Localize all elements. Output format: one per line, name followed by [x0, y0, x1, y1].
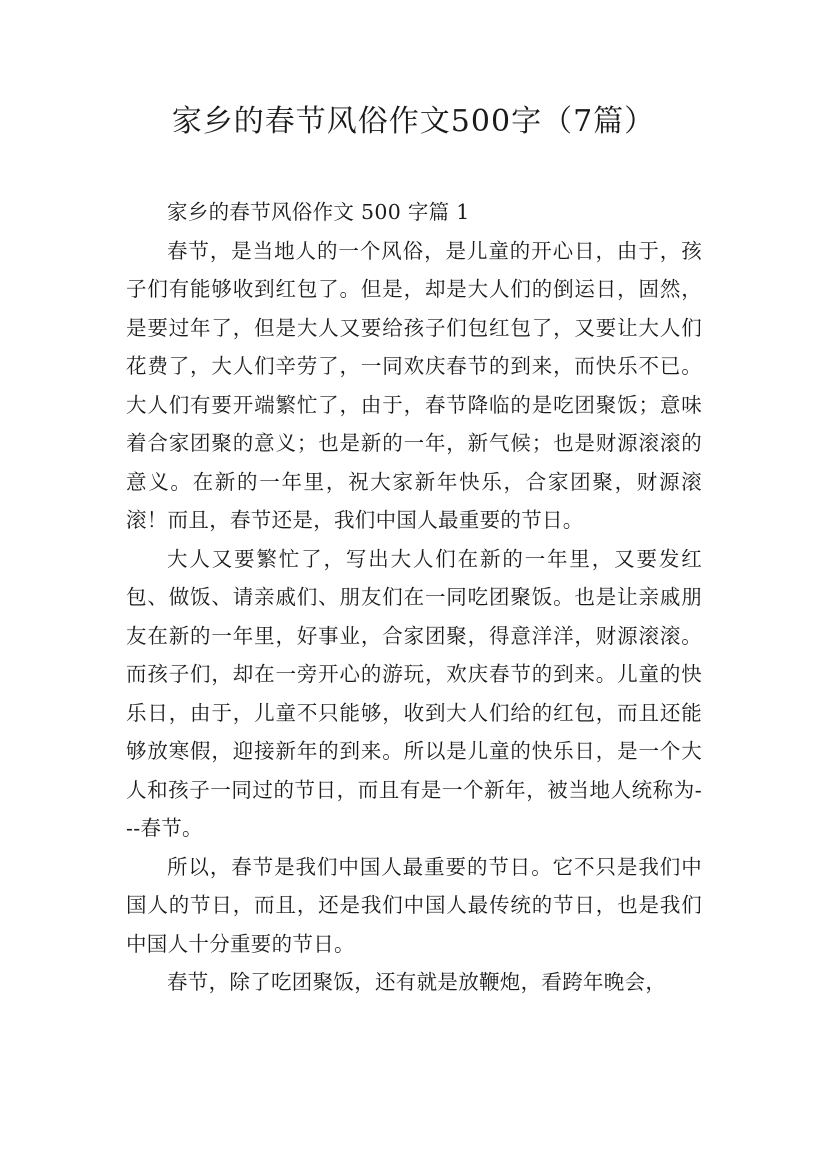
document-title: 家乡的春节风俗作文500字（7篇）	[171, 104, 656, 139]
paragraph: 春节，除了吃团聚饭，还有就是放鞭炮，看跨年晚会，	[167, 970, 667, 994]
document-body	[126, 193, 702, 1002]
paragraph: 所以，春节是我们中国人最重要的节日。它不只是我们中国人的节日，而且，还是我们中国人最传统的节日，也是我们中国人十分重要的节日。	[126, 854, 702, 956]
paragraph: 大人又要繁忙了，写出大人们在新的一年里，又要发红包、做饭、请亲戚们、朋友们在一同吃团聚饭。也是让亲戚朋友在新的一年里，好事业，合家团聚，得意洋洋，财源滚滚。而孩子们，却在一旁开心的游玩，欢庆春节的到来。儿童的快乐日，由于，儿童不只能够，收到大人们给的红包，而且还能够放寒假，迎接新年的到来。所以是儿童的快乐日，是一个大人和孩子一同过的节日，而且有是一个新年，被当地人统称为---春节。	[126, 546, 702, 840]
paragraph: 春节，是当地人的一个风俗，是儿童的开心日，由于，孩子们有能够收到红包了。但是，却是大人们的倒运日，固然，是要过年了，但是大人又要给孩子们包红包了，又要让大人们花费了，大人们辛劳了，一同欢庆春节的到来，而快乐不已。大人们有要开端繁忙了，由于，春节降临的是吃团聚饭；意味着合家团聚的意义；也是新的一年，新气候；也是财源滚滚的意义。在新的一年里，祝大家新年快乐，合家团聚，财源滚滚！而且，春节还是，我们中国人最重要的节日。	[126, 238, 702, 532]
section-heading: 家乡的春节风俗作文 500 字篇 1	[167, 200, 470, 224]
